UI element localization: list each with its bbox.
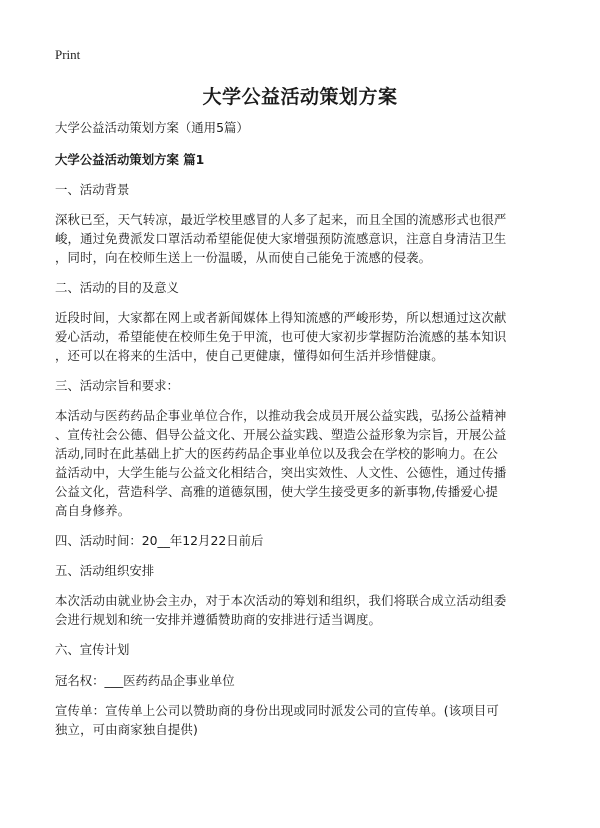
section-heading: 四、活动时间：20__年12月22日前后 — [55, 533, 264, 548]
paragraph-line: 深秋已至，天气转凉，最近学校里感冒的人多了起来，而且全国的流感形式也很严 — [55, 212, 507, 227]
sponsor-line: 冠名权：___医药药品企事业单位 — [55, 673, 235, 689]
document-body — [55, 118, 575, 750]
section-heading: 一、活动背景 — [55, 182, 130, 197]
paragraph-line: 高自身修养。 — [55, 503, 131, 518]
paragraph-line: 益活动中，大学生能与公益文化相结合，突出实效性、人文性、公德性，通过传播 — [55, 465, 507, 480]
section-heading: 五、活动组织安排 — [55, 563, 155, 578]
section-paragraph — [55, 210, 575, 267]
paragraph-line: 近段时间，大家都在网上或者新闻媒体上得知流感的严峻形势，所以想通过这次献 — [55, 310, 507, 325]
paragraph-line: 独立，可由商家独自提供) — [55, 722, 198, 738]
section-heading: 三、活动宗旨和要求： — [55, 378, 179, 393]
paragraph-line: 本次活动由就业协会主办，对于本次活动的筹划和组织，我们将联合成立活动组委 — [55, 593, 507, 608]
print-link[interactable]: Print — [55, 47, 81, 62]
part-title: 大学公益活动策划方案 篇1 — [55, 152, 205, 167]
promo-paragraph — [55, 701, 575, 739]
document-subtitle: 大学公益活动策划方案（通用5篇） — [55, 120, 249, 135]
paragraph-line: ，同时，向在校师生送上一份温暖，从而使自己能免于流感的侵袭。 — [55, 250, 432, 265]
paragraph-line: 公益文化，营造科学、高雅的道德氛围，使大学生接受更多的新事物,传播爱心提 — [55, 484, 499, 499]
section-heading: 六、宣传计划 — [55, 642, 130, 657]
paragraph-line: 本活动与医药药品企事业单位合作，以推动我会成员开展公益实践，弘扬公益精神 — [55, 408, 507, 423]
page-title: 大学公益活动策划方案 — [202, 86, 398, 108]
paragraph-line: ，还可以在将来的生活中，使自己更健康，懂得如何生活并珍惜健康。 — [55, 348, 444, 363]
paragraph-line: 、宣传社会公德、倡导公益文化、开展公益实践、塑造公益形象为宗旨，开展公益 — [55, 427, 507, 442]
paragraph-line: 峻，通过免费派发口罩活动希望能促使大家增强预防流感意识，注意自身清洁卫生 — [55, 231, 507, 246]
section-paragraph — [55, 308, 575, 365]
section-heading: 二、活动的目的及意义 — [55, 280, 179, 295]
section-paragraph — [55, 591, 575, 629]
paragraph-line: 宣传单：宣传单上公司以赞助商的身份出现或同时派发公司的宣传单。(该项目可 — [55, 703, 499, 719]
section-paragraph — [55, 406, 575, 520]
paragraph-line: 会进行规划和统一安排并遵循赞助商的安排进行适当调度。 — [55, 612, 382, 627]
paragraph-line: 活动,同时在此基础上扩大的医药药品企事业单位以及我会在学校的影响力。在公 — [55, 446, 499, 461]
paragraph-line: 爱心活动，希望能使在校师生免于甲流，也可使大家初步掌握防治流感的基本知识 — [55, 329, 507, 344]
